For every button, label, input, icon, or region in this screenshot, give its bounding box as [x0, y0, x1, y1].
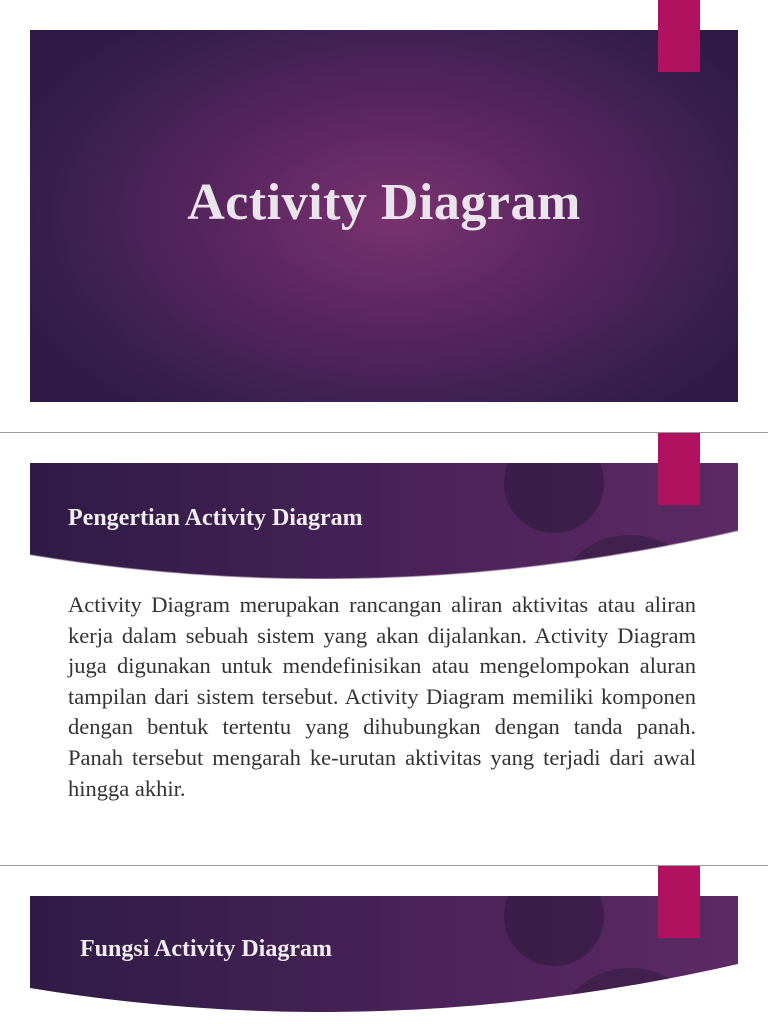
function-slide: [0, 866, 768, 1024]
accent-tab: [658, 866, 700, 938]
slide-title: Activity Diagram: [187, 174, 581, 231]
section-title: Pengertian Activity Diagram: [68, 505, 363, 531]
definition-paragraph: Activity Diagram merupakan rancangan aliran aktivitas atau aliran kerja dalam sebuah sistem yang akan dijalankan. Activity Diagram juga digunakan untuk mendefinisikan atau mengelompokan aluran tampilan dari sistem tersebut. Activity Diagram memiliki komponen dengan bentuk tertentu yang dihubungkan dengan tanda panah. Panah tersebut mengarah ke-urutan aktivitas yang terjadi dari awal hingga akhir.: [68, 592, 696, 801]
title-slide: [0, 0, 768, 432]
definition-slide: [0, 433, 768, 865]
accent-tab: [658, 433, 700, 505]
section-title: Fungsi Activity Diagram: [80, 936, 332, 962]
